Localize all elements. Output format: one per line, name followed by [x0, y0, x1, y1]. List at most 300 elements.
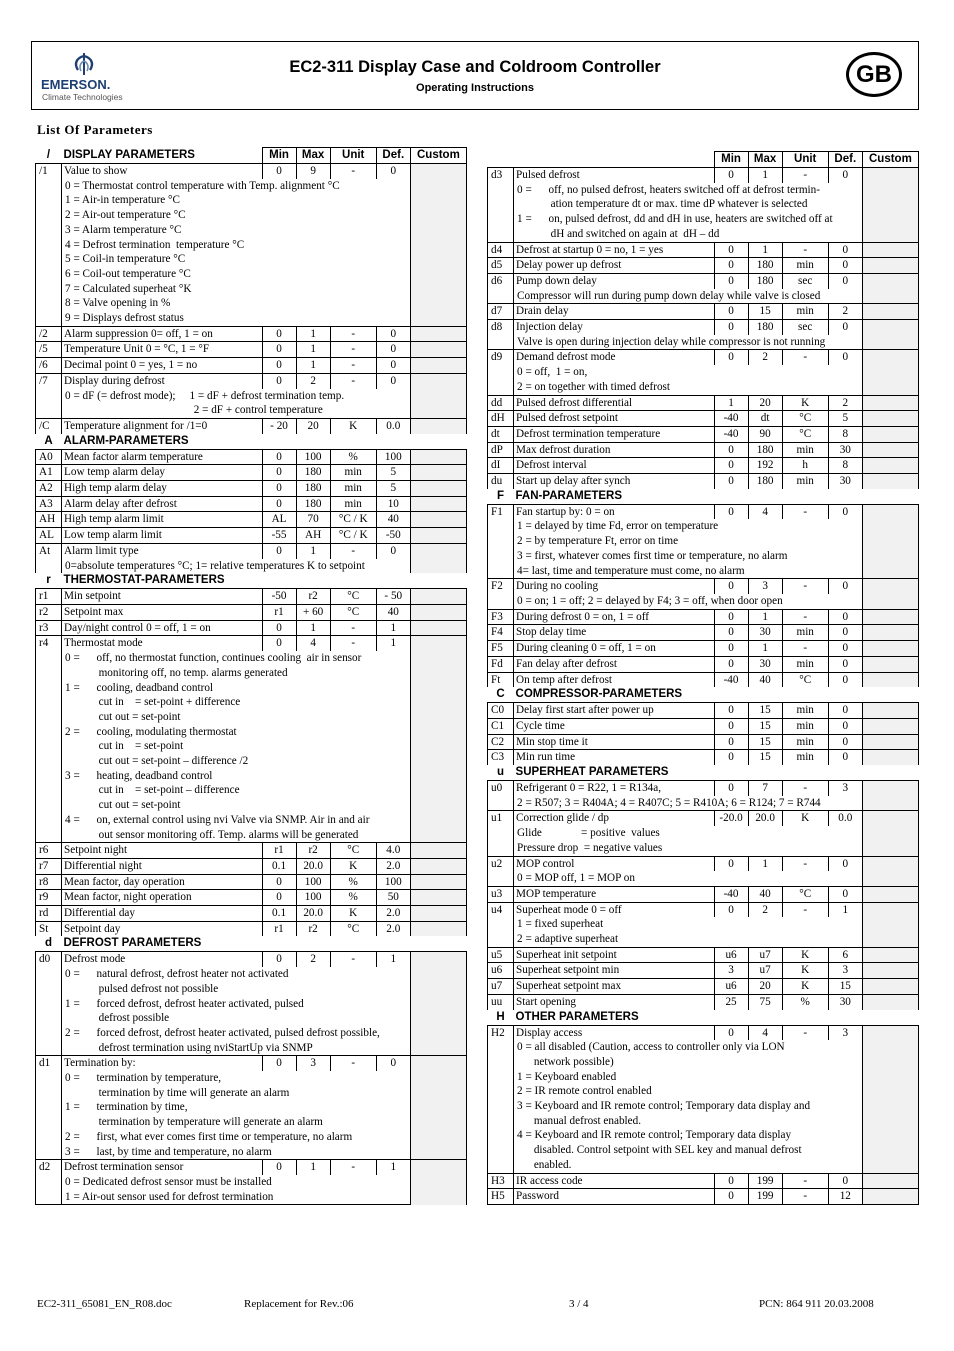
parameter-custom-cell	[862, 902, 918, 947]
note-code-spacer	[36, 252, 62, 267]
parameter-note: 3 = first, whatever comes first time or temperature, no alarm	[517, 549, 788, 562]
parameter-default: 0	[828, 350, 862, 365]
parameter-unit: -	[782, 242, 828, 258]
parameter-unit: -	[330, 636, 376, 651]
parameter-min: 0	[262, 890, 296, 906]
note-code-spacer	[36, 296, 62, 311]
parameter-description: Setpoint max	[62, 604, 262, 620]
parameter-default: 5	[376, 481, 410, 497]
parameter-default: 1	[376, 636, 410, 651]
parameter-row	[488, 718, 919, 734]
parameter-max: 180	[296, 481, 330, 497]
parameter-min: 0	[262, 465, 296, 481]
parameter-min: 0.1	[262, 906, 296, 922]
parameter-min: 0	[714, 168, 748, 183]
parameter-min: AL	[262, 512, 296, 528]
parameter-default: 0	[828, 320, 862, 335]
parameter-note: 1 = Keyboard enabled	[517, 1070, 617, 1083]
parameter-max: r2	[296, 843, 330, 859]
parameter-description: Fan startup by: 0 = on	[514, 504, 714, 519]
parameter-unit: -	[782, 168, 828, 183]
parameter-note-row	[36, 223, 467, 238]
parameter-min: -20.0	[714, 811, 748, 826]
parameter-custom-cell	[862, 625, 918, 641]
parameter-custom-cell	[862, 579, 918, 609]
parameter-default: 2	[828, 395, 862, 411]
note-code-spacer	[36, 1175, 62, 1190]
section-title	[514, 152, 714, 168]
parameter-code: AL	[36, 528, 62, 544]
parameter-max: 4	[748, 1025, 782, 1040]
parameter-unit: °C	[782, 426, 828, 442]
parameter-default: 3	[828, 963, 862, 979]
parameter-custom-cell	[410, 636, 466, 843]
parameter-note-row	[488, 212, 919, 227]
parameter-max: 1	[748, 609, 782, 625]
parameter-min: 0	[714, 1025, 748, 1040]
parameter-description: Stop delay time	[514, 625, 714, 641]
brand-name: EMERSON.	[41, 77, 111, 92]
parameter-unit: °C	[330, 921, 376, 936]
note-code-spacer	[36, 828, 62, 843]
parameter-row	[488, 1173, 919, 1189]
parameter-code: A1	[36, 465, 62, 481]
parameter-min: 0	[714, 902, 748, 917]
parameter-note-row	[36, 1175, 467, 1190]
parameter-note-row	[488, 365, 919, 380]
parameter-code: r4	[36, 636, 62, 651]
parameter-note-row	[36, 208, 467, 223]
parameter-default: 3	[828, 781, 862, 796]
parameter-note-row	[36, 828, 467, 843]
parameter-default: 0	[828, 1173, 862, 1189]
parameter-min: 0	[262, 1160, 296, 1175]
parameter-default: 0	[828, 886, 862, 902]
parameter-note-row	[36, 311, 467, 326]
section-header	[36, 936, 467, 952]
parameter-note: 2 = first, what ever comes first time or temperature, no alarm	[65, 1130, 353, 1143]
parameter-note-row	[488, 549, 919, 564]
note-code-spacer	[36, 1071, 62, 1086]
parameter-description: Demand defrost mode	[514, 350, 714, 365]
parameter-max: 180	[296, 465, 330, 481]
parameter-description: Low temp alarm delay	[62, 465, 262, 481]
parameter-default: 0	[828, 734, 862, 750]
parameter-row	[488, 579, 919, 594]
parameter-custom-cell	[862, 811, 918, 856]
note-code-spacer	[488, 564, 514, 579]
parameter-custom-cell	[862, 474, 918, 489]
parameter-code: du	[488, 474, 514, 489]
parameter-default: 100	[376, 449, 410, 465]
parameter-note: 0 = dF (= defrost mode); 1 = dF + defrost termination temp.	[65, 389, 345, 402]
parameter-default: 0	[828, 672, 862, 687]
parameter-max: 15	[748, 703, 782, 719]
parameter-code: dt	[488, 426, 514, 442]
parameter-row	[488, 411, 919, 427]
parameter-note: 2 = cooling, modulating thermostat	[65, 725, 237, 738]
note-code-spacer	[488, 841, 514, 856]
parameter-description: Start up delay after synch	[514, 474, 714, 489]
parameter-custom-cell	[410, 906, 466, 922]
parameter-min: 0	[714, 273, 748, 288]
parameter-custom-cell	[410, 604, 466, 620]
parameter-code: H3	[488, 1173, 514, 1189]
parameter-custom-cell	[862, 963, 918, 979]
parameter-description: Start opening	[514, 994, 714, 1009]
parameter-note-row	[36, 982, 467, 997]
parameter-min: 0	[714, 350, 748, 365]
parameter-description: Delay power up defrost	[514, 258, 714, 274]
parameter-row	[488, 320, 919, 335]
parameter-unit: -	[330, 1056, 376, 1071]
parameter-unit: min	[782, 304, 828, 320]
parameter-default: 12	[828, 1189, 862, 1205]
parameter-unit: °C	[782, 411, 828, 427]
parameter-max: 20	[748, 395, 782, 411]
parameter-description: On temp after defrost	[514, 672, 714, 687]
parameter-code: A2	[36, 481, 62, 497]
parameter-row	[488, 426, 919, 442]
parameter-code: H5	[488, 1189, 514, 1205]
parameter-default: 0	[376, 543, 410, 558]
column-header-min: Min	[714, 152, 748, 168]
parameter-row	[36, 496, 467, 512]
parameter-note: 0=absolute temperatures °C; 1= relative temperatures K to setpoint	[65, 559, 365, 572]
parameter-custom-cell	[410, 620, 466, 636]
parameter-description: Temperature Unit 0 = °C, 1 = °F	[62, 342, 262, 358]
parameter-max: 40	[748, 886, 782, 902]
parameter-default: 40	[376, 512, 410, 528]
parameter-code: r2	[36, 604, 62, 620]
note-code-spacer	[488, 796, 514, 811]
parameter-custom-cell	[410, 528, 466, 544]
parameter-custom-cell	[862, 350, 918, 395]
parameter-min: 0	[262, 874, 296, 890]
section-header	[488, 765, 919, 781]
parameter-note-row	[36, 1115, 467, 1130]
parameter-note-row	[36, 783, 467, 798]
parameter-description: Low temp alarm limit	[62, 528, 262, 544]
parameter-row	[488, 994, 919, 1009]
parameter-min: -40	[714, 411, 748, 427]
parameter-unit: min	[782, 734, 828, 750]
parameter-row	[488, 350, 919, 365]
parameter-min: 0	[714, 1173, 748, 1189]
document-header	[31, 41, 919, 110]
parameter-min: r1	[262, 843, 296, 859]
parameter-code: uu	[488, 994, 514, 1009]
parameter-note-row	[488, 826, 919, 841]
parameter-note: cut in = set-point + difference	[65, 696, 241, 709]
note-code-spacer	[36, 739, 62, 754]
parameter-default: 1	[376, 620, 410, 636]
parameter-unit: min	[330, 465, 376, 481]
parameter-min: 0	[714, 242, 748, 258]
parameter-unit: -	[330, 952, 376, 967]
parameter-min: 0	[262, 358, 296, 374]
note-code-spacer	[36, 1100, 62, 1115]
parameter-default: 40	[376, 604, 410, 620]
parameter-max: 4	[296, 636, 330, 651]
parameter-note-row	[488, 335, 919, 350]
note-code-spacer	[488, 183, 514, 198]
section-title: THERMOSTAT-PARAMETERS	[63, 574, 225, 587]
parameter-row	[488, 902, 919, 917]
section-symbol: /	[46, 148, 51, 161]
parameter-row	[488, 1189, 919, 1205]
parameter-note: 1 = Air-out sensor used for defrost termination	[62, 1190, 411, 1205]
parameter-default: 5	[828, 411, 862, 427]
parameter-code: dd	[488, 395, 514, 411]
parameter-description: Termination by:	[62, 1056, 262, 1071]
parameter-note-row	[36, 997, 467, 1012]
parameter-table-right	[487, 151, 919, 1205]
parameter-code: dI	[488, 458, 514, 474]
parameter-note-row	[488, 227, 919, 242]
parameter-default: 0	[828, 258, 862, 274]
parameter-row	[488, 395, 919, 411]
parameter-min: -40	[714, 672, 748, 687]
parameter-unit: -	[330, 373, 376, 388]
parameter-custom-cell	[862, 750, 918, 765]
parameter-min: 0	[714, 781, 748, 796]
parameter-description: Day/night control 0 = off, 1 = on	[62, 620, 262, 636]
parameter-default: 0	[828, 168, 862, 183]
parameter-unit: K	[782, 947, 828, 963]
parameter-default: 0	[828, 856, 862, 871]
parameter-note-row	[36, 282, 467, 297]
note-code-spacer	[488, 549, 514, 564]
parameter-note: 2 = on together with timed defrost	[517, 380, 671, 393]
parameter-code: C2	[488, 734, 514, 750]
parameter-description: Refrigerant 0 = R22, 1 = R134a,	[514, 781, 714, 796]
parameter-code: C0	[488, 703, 514, 719]
parameter-code: /6	[36, 358, 62, 374]
note-code-spacer	[488, 826, 514, 841]
parameter-row	[36, 843, 467, 859]
parameter-max: 20	[748, 979, 782, 995]
note-code-spacer	[36, 559, 62, 574]
parameter-custom-cell	[862, 979, 918, 995]
parameter-custom-cell	[862, 304, 918, 320]
parameter-default: -50	[376, 528, 410, 544]
parameter-note: cut out = set-point – difference /2	[65, 755, 249, 768]
parameter-unit: min	[782, 258, 828, 274]
parameter-custom-cell	[410, 449, 466, 465]
note-code-spacer	[488, 1099, 514, 1114]
parameter-row	[488, 734, 919, 750]
parameter-unit: -	[782, 504, 828, 519]
note-code-spacer	[36, 1041, 62, 1056]
parameter-min: 0	[714, 320, 748, 335]
parameter-unit: sec	[782, 273, 828, 288]
parameter-default: 5	[376, 465, 410, 481]
parameter-code: d7	[488, 304, 514, 320]
parameter-min: 0	[714, 474, 748, 489]
parameter-min: 0	[714, 641, 748, 657]
parameter-custom-cell	[862, 411, 918, 427]
parameter-max: 3	[296, 1056, 330, 1071]
parameter-note: 1 = forced defrost, defrost heater activated, pulsed	[65, 997, 304, 1010]
parameter-unit: -	[782, 856, 828, 871]
parameter-max: 1	[296, 620, 330, 636]
column-header-min: Min	[262, 148, 296, 164]
parameter-default: 8	[828, 426, 862, 442]
parameter-row	[36, 512, 467, 528]
parameter-custom-cell	[862, 273, 918, 303]
parameter-max: 15	[748, 734, 782, 750]
section-symbol: A	[44, 434, 53, 447]
section-header	[36, 434, 467, 450]
parameter-default: 0	[376, 373, 410, 388]
parameter-default: 100	[376, 874, 410, 890]
parameter-default: 0	[828, 718, 862, 734]
footer-doc-name: EC2-311_65081_EN_R08.doc	[37, 1298, 172, 1310]
note-code-spacer	[488, 594, 514, 609]
parameter-row	[488, 856, 919, 871]
parameter-unit: %	[330, 449, 376, 465]
parameter-description: MOP temperature	[514, 886, 714, 902]
parameter-row	[488, 1025, 919, 1040]
parameter-custom-cell	[862, 718, 918, 734]
parameter-unit: %	[782, 994, 828, 1009]
parameter-description: Defrost interval	[514, 458, 714, 474]
parameter-table	[487, 151, 919, 1205]
parameter-unit: %	[330, 890, 376, 906]
parameter-note-row	[488, 594, 919, 609]
parameter-default: 8	[828, 458, 862, 474]
note-code-spacer	[488, 380, 514, 395]
parameter-row	[36, 636, 467, 651]
parameter-custom-cell	[410, 874, 466, 890]
parameter-code: u4	[488, 902, 514, 917]
parameter-min: 0	[262, 1056, 296, 1071]
parameter-row	[36, 589, 467, 605]
parameter-max: 180	[296, 496, 330, 512]
parameter-row	[36, 326, 467, 342]
parameter-note-row	[36, 1011, 467, 1026]
parameter-note: 4= last, time and temperature must come, no alarm	[517, 564, 745, 577]
parameter-unit: -	[330, 326, 376, 342]
parameter-min: r1	[262, 921, 296, 936]
parameter-unit: min	[782, 703, 828, 719]
parameter-default: 0	[828, 242, 862, 258]
parameter-custom-cell	[862, 1189, 918, 1205]
parameter-row	[488, 703, 919, 719]
note-code-spacer	[488, 197, 514, 212]
parameter-note-row	[36, 403, 467, 418]
parameter-custom-cell	[410, 496, 466, 512]
note-code-spacer	[36, 1190, 62, 1205]
parameter-max: u7	[748, 947, 782, 963]
note-code-spacer	[488, 1128, 514, 1143]
parameter-note: 1 = Air-in temperature °C	[65, 194, 180, 207]
note-code-spacer	[488, 227, 514, 242]
parameter-description: During cleaning 0 = off, 1 = on	[514, 641, 714, 657]
parameter-description: Min stop time it	[514, 734, 714, 750]
note-code-spacer	[36, 798, 62, 813]
footer-page-number: 3 / 4	[569, 1298, 589, 1310]
parameter-custom-cell	[862, 656, 918, 672]
parameter-note: 0 = off, no thermostat function, continues cooling air in sensor	[65, 652, 362, 665]
parameter-min: 0	[262, 620, 296, 636]
note-code-spacer	[36, 208, 62, 223]
parameter-note: termination by time will generate an alarm	[65, 1086, 290, 1099]
parameter-description: Defrost at startup 0 = no, 1 = yes	[514, 242, 714, 258]
parameter-description: Cycle time	[514, 718, 714, 734]
parameter-custom-cell	[410, 342, 466, 358]
parameter-min: u6	[714, 979, 748, 995]
parameter-note-row	[36, 1071, 467, 1086]
parameter-note: 2 = forced defrost, defrost heater activated, pulsed defrost possible,	[65, 1026, 380, 1039]
note-code-spacer	[36, 1145, 62, 1160]
section-title: DEFROST PARAMETERS	[63, 937, 202, 950]
footer-pcn: PCN: 864 911 20.03.2008	[759, 1298, 874, 1310]
parameter-row	[36, 874, 467, 890]
parameter-unit: -	[330, 620, 376, 636]
note-code-spacer	[488, 917, 514, 932]
parameter-note-row	[36, 695, 467, 710]
parameter-note: 3 = heating, deadband control	[65, 769, 213, 782]
parameter-custom-cell	[862, 734, 918, 750]
parameter-row	[488, 504, 919, 519]
parameter-note: 0 = on; 1 = off; 2 = delayed by F4; 3 = off, when door open	[517, 594, 783, 607]
parameter-note-row	[488, 1040, 919, 1055]
column-header-def: Def.	[376, 148, 410, 164]
parameter-min: 3	[714, 963, 748, 979]
parameter-custom-cell	[410, 418, 466, 433]
parameter-custom-cell	[410, 373, 466, 418]
parameter-unit: -	[782, 1189, 828, 1205]
parameter-min: 0	[262, 326, 296, 342]
parameter-code: r1	[36, 589, 62, 605]
parameter-code: u5	[488, 947, 514, 963]
parameter-custom-cell	[862, 886, 918, 902]
parameter-min: 0	[714, 304, 748, 320]
parameter-custom-cell	[410, 358, 466, 374]
parameter-max: 20.0	[296, 906, 330, 922]
parameter-max: 180	[748, 258, 782, 274]
note-code-spacer	[36, 1026, 62, 1041]
parameter-note: 2 = IR remote control enabled	[517, 1085, 652, 1098]
parameter-row	[488, 258, 919, 274]
parameter-unit: -	[782, 641, 828, 657]
parameter-note: enabled.	[517, 1158, 572, 1171]
parameter-default: 15	[828, 979, 862, 995]
parameter-unit: -	[782, 609, 828, 625]
parameter-unit: -	[782, 781, 828, 796]
parameter-note-row	[488, 564, 919, 579]
parameter-code: C1	[488, 718, 514, 734]
parameter-custom-cell	[410, 465, 466, 481]
parameter-note-row	[36, 681, 467, 696]
parameter-description: Differential day	[62, 906, 262, 922]
parameter-min: u6	[714, 947, 748, 963]
parameter-note-row	[488, 1070, 919, 1085]
parameter-description: Superheat init setpoint	[514, 947, 714, 963]
parameter-description: Injection delay	[514, 320, 714, 335]
parameter-unit: min	[330, 496, 376, 512]
parameter-custom-cell	[862, 458, 918, 474]
document-title: EC2-311 Display Case and Coldroom Controller	[289, 58, 661, 76]
note-code-spacer	[488, 335, 514, 350]
parameter-custom-cell	[410, 164, 466, 327]
section-header	[36, 573, 467, 589]
parameter-note: 4 = Defrost termination temperature °C	[65, 238, 245, 251]
parameter-row	[488, 947, 919, 963]
note-code-spacer	[36, 710, 62, 725]
